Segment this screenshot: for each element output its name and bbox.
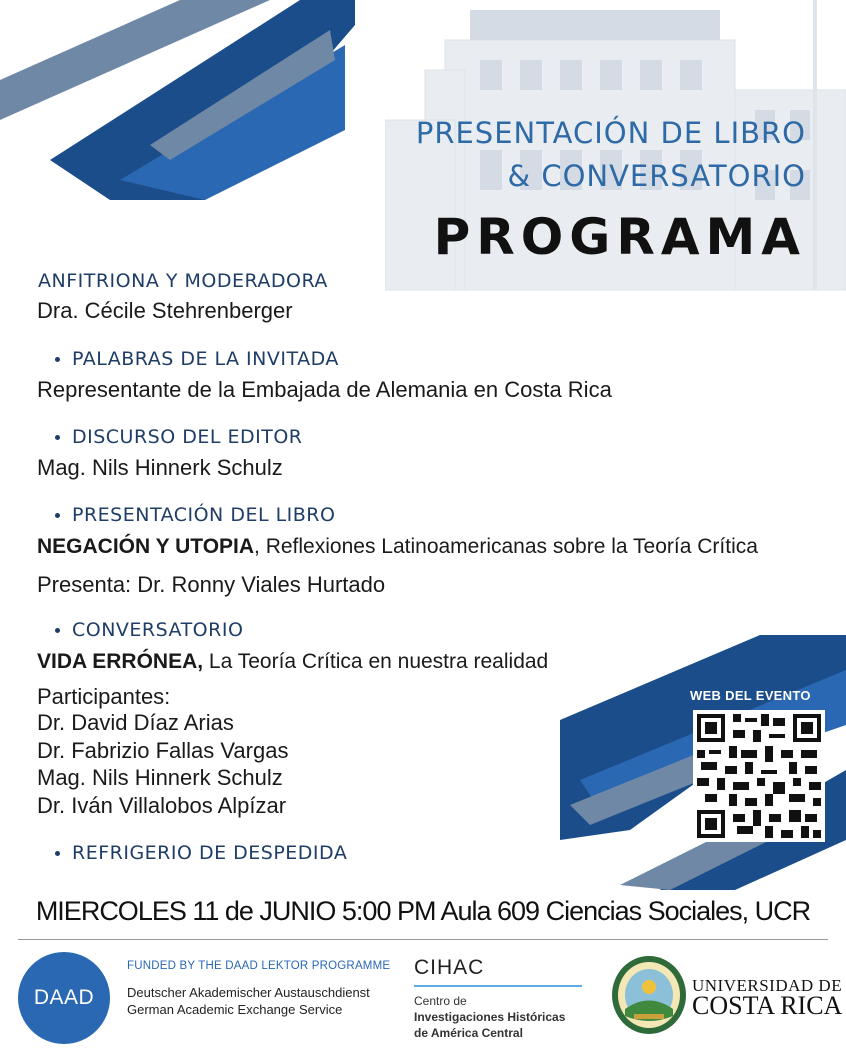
qr-code-icon[interactable] [693,710,825,842]
subtitle-line-1: PRESENTACIÓN DE LIBRO [415,116,806,150]
event-web-label: WEB DEL EVENTO [690,688,811,703]
section-heading-editor [55,426,303,448]
subtitle-line-2: & CONVERSATORIO [507,159,806,193]
ucr-seal-icon [610,954,688,1036]
section-heading-invited-text: PALABRAS DE LA INVITADA [72,348,339,370]
daad-funding-note: FUNDED BY THE DAAD LEKTOR PROGRAMME [127,960,391,972]
editor-name: Mag. Nils Hinnerk Schulz [37,455,283,480]
daad-name-english: German Academic Exchange Service [127,1002,343,1017]
cihac-name-line-2: Investigaciones Históricas [414,1010,566,1024]
section-heading-refreshments-text: REFRIGERIO DE DESPEDIDA [72,842,348,864]
participant: Dr. Fabrizio Fallas Vargas [37,738,289,763]
section-heading-book [55,504,335,526]
conversatorio-subtitle: La Teoría Crítica en nuestra realidad [208,650,549,673]
section-heading-conversatorio [55,619,243,641]
book-presenter: Presenta: Dr. Ronny Viales Hurtado [37,572,386,597]
participant: Dr. David Díaz Arias [37,710,234,735]
section-heading-invited [55,348,339,370]
host-heading: ANFITRIONA Y MODERADORA [38,270,328,292]
participant: Dr. Iván Villalobos Alpízar [37,793,287,818]
section-heading-refreshments [55,842,347,864]
section-heading-book-text: PRESENTACIÓN DEL LIBRO [72,504,336,526]
conversatorio-title: VIDA ERRÓNEA, [37,650,204,673]
ucr-name-line-1: UNIVERSIDAD DE [692,976,843,995]
title-block [416,112,806,266]
daad-name-german: Deutscher Akademischer Austauschdienst [127,985,370,1000]
bullet-icon [55,357,60,362]
cihac-logo-text: CIHAC [414,956,485,979]
cihac-underline [414,985,582,987]
participants-label: Participantes: [37,684,171,709]
daad-logo-text: DAAD [33,986,95,1009]
book-title-line [37,535,758,559]
ucr-name-line-2: COSTA RICA [692,991,843,1020]
participant: Mag. Nils Hinnerk Schulz [37,765,283,790]
invited-speaker: Representante de la Embajada de Alemania en Costa Rica [37,377,612,402]
bullet-icon [55,851,60,856]
cihac-name-line-3: de América Central [414,1026,523,1040]
book-subtitle: , Reflexiones Latinoamericanas sobre la Teoría Crítica [254,535,758,558]
event-date-location: MIERCOLES 11 de JUNIO 5:00 PM Aula 609 Ciencias Sociales, UCR [35,896,811,926]
page-title: PROGRAMA [433,208,806,266]
book-title: NEGACIÓN Y UTOPIA [37,535,255,558]
conversatorio-title-line [37,650,548,674]
footer-divider [18,939,828,940]
host-name: Dra. Cécile Stehrenberger [37,298,293,323]
cihac-name-line-1: Centro de [414,994,467,1008]
section-heading-editor-text: DISCURSO DEL EDITOR [72,426,303,448]
section-heading-conversatorio-text: CONVERSATORIO [72,619,244,641]
bullet-icon [55,628,60,633]
bullet-icon [55,435,60,440]
decorative-stripes-top [0,0,360,210]
bullet-icon [55,513,60,518]
